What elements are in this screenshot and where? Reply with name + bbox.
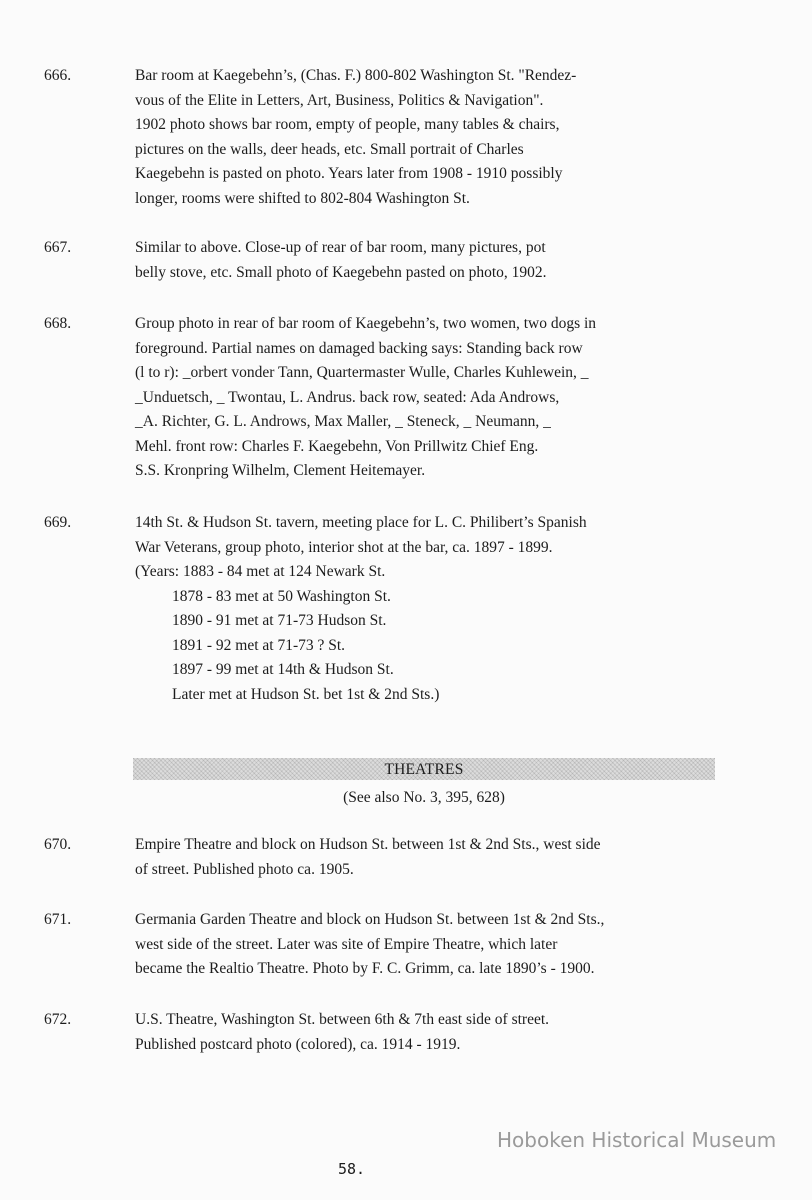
entry-line: Similar to above. Close-up of rear of bar room, many pictures, pot <box>135 239 546 256</box>
entry-number: 667. <box>44 239 72 256</box>
entry-line: longer, rooms were shifted to 802-804 Washington St. <box>135 189 470 207</box>
entry-line: of street. Published photo ca. 1905. <box>135 860 354 878</box>
entry-line: Empire Theatre and block on Hudson St. between 1st & 2nd Sts., west side <box>135 836 601 853</box>
entry-line: west side of the street. Later was site of Empire Theatre, which later <box>135 935 558 953</box>
entry-text <box>135 511 775 707</box>
entry-text <box>135 908 775 982</box>
entry-line: Mehl. front row: Charles F. Kaegebehn, Von Prillwitz Chief Eng. <box>135 437 539 455</box>
entry-line: U.S. Theatre, Washington St. between 6th & 7th east side of street. <box>135 1011 550 1028</box>
entry-text <box>135 236 775 285</box>
entry-text <box>135 833 775 882</box>
entry-line: vous of the Elite in Letters, Art, Business, Politics & Navigation". <box>135 91 544 109</box>
entry-line: Bar room at Kaegebehn’s, (Chas. F.) 800-802 Washington St. "Rendez- <box>135 67 577 84</box>
entry-text <box>135 312 775 484</box>
entry-line: Published postcard photo (colored), ca. 1914 - 1919. <box>135 1035 461 1053</box>
entry-line: Group photo in rear of bar room of Kaegebehn’s, two women, two dogs in <box>135 315 597 332</box>
entry-number: 666. <box>44 67 72 84</box>
entry-line: 14th St. & Hudson St. tavern, meeting place for L. C. Philibert’s Spanish <box>135 514 587 531</box>
entry-line-indented: 1897 - 99 met at 14th & Hudson St. <box>172 661 394 678</box>
entry-line: (l to r): _orbert vonder Tann, Quartermaster Wulle, Charles Kuhlewein, _ <box>135 364 589 381</box>
entry-number: 669. <box>44 514 72 531</box>
entry-line-indented: 1878 - 83 met at 50 Washington St. <box>172 587 391 605</box>
entry-number: 672. <box>44 1011 72 1028</box>
page-number: 58. <box>338 1160 366 1178</box>
entry-line: _A. Richter, G. L. Androws, Max Maller, _ Steneck, _ Neumann, _ <box>135 413 551 430</box>
entry-line: 1902 photo shows bar room, empty of people, many tables & chairs, <box>135 116 560 133</box>
entry-line-indented: Later met at Hudson St. bet 1st & 2nd Sts.) <box>172 685 440 703</box>
section-subheading: (See also No. 3, 395, 628) <box>343 789 505 806</box>
entry-line: S.S. Kronpring Wilhelm, Clement Heitemayer. <box>135 462 426 479</box>
entry-line: Germania Garden Theatre and block on Hudson St. between 1st & 2nd Sts., <box>135 911 605 928</box>
entry-line: pictures on the walls, deer heads, etc. Small portrait of Charles <box>135 140 524 158</box>
museum-watermark: Hoboken Historical Museum <box>497 1128 777 1152</box>
entry-number: 671. <box>44 911 72 928</box>
entry-text <box>135 1008 775 1057</box>
entry-line: (Years: 1883 - 84 met at 124 Newark St. <box>135 563 386 580</box>
entry-number: 668. <box>44 315 72 332</box>
entry-line: Kaegebehn is pasted on photo. Years later from 1908 - 1910 possibly <box>135 165 563 182</box>
entry-line: foreground. Partial names on damaged backing says: Standing back row <box>135 339 583 357</box>
entry-text <box>135 64 775 211</box>
entry-line: _Unduetsch, _ Twontau, L. Andrus. back row, seated: Ada Androws, <box>135 388 560 406</box>
entry-line: became the Realtio Theatre. Photo by F. C. Grimm, ca. late 1890’s - 1900. <box>135 960 595 977</box>
entry-line-indented: 1890 - 91 met at 71-73 Hudson St. <box>172 612 387 629</box>
entry-number: 670. <box>44 836 72 853</box>
section-heading: THEATRES <box>384 761 464 778</box>
entry-line: War Veterans, group photo, interior shot at the bar, ca. 1897 - 1899. <box>135 538 553 556</box>
entry-line: belly stove, etc. Small photo of Kaegebehn pasted on photo, 1902. <box>135 263 547 281</box>
entry-line-indented: 1891 - 92 met at 71-73 ? St. <box>172 636 346 654</box>
